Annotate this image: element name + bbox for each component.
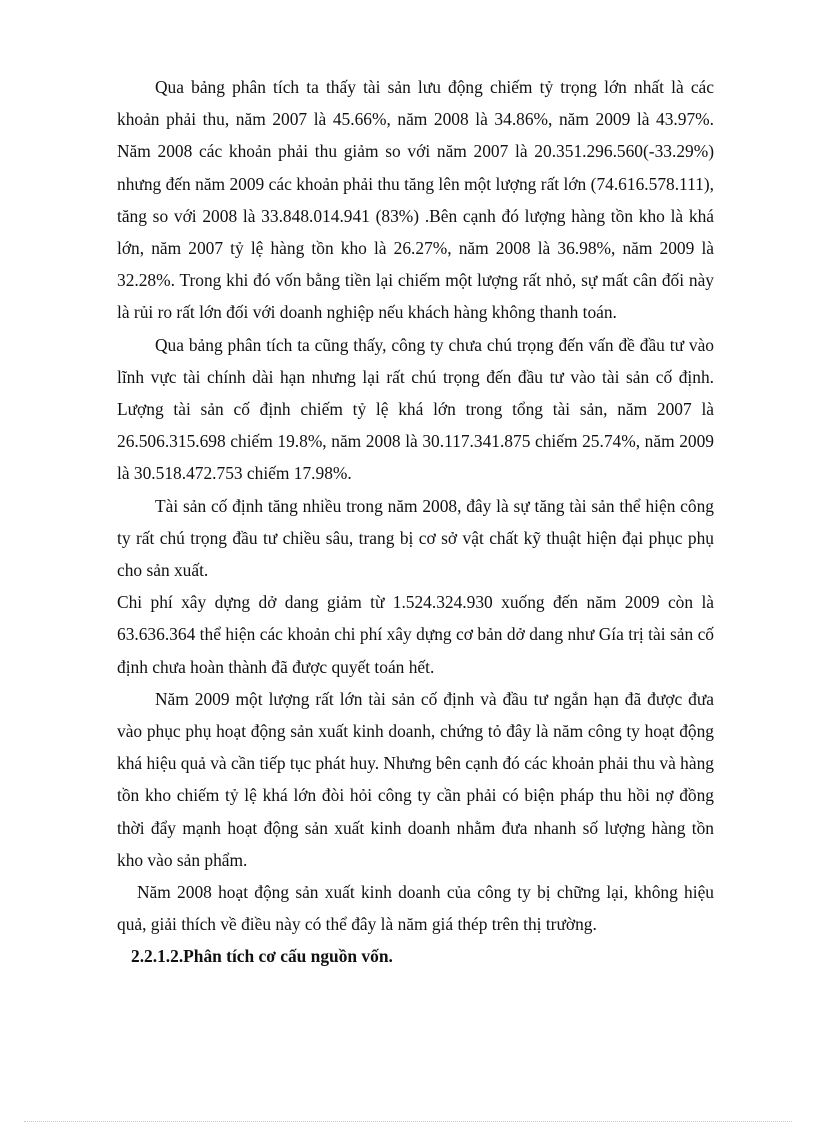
document-body — [117, 71, 714, 972]
page-bottom-divider — [24, 1121, 792, 1122]
paragraph-long-term-investment: Qua bảng phân tích ta cũng thấy, công ty chưa chú trọng đến vấn đề đầu tư vào lĩnh vực tài chính dài hạn nhưng lại rất chú trọng đến đầu tư vào tài sản cố định. Lượng tài sản cố định chiếm tỷ lệ khá lớn trong tổng tài sản, năm 2007 là 26.506.315.698 chiếm 19.8%, năm 2008 là 30.117.341.875 chiếm 25.74%, năm 2009 là 30.518.472.753 chiếm 17.98%. — [117, 334, 714, 484]
paragraph-fixed-assets-increase: Tài sản cố định tăng nhiều trong năm 2008, đây là sự tăng tài sản thể hiện công ty rất chú trọng đầu tư chiều sâu, trang bị cơ sở vật chất kỹ thuật hiện đại phục phụ cho sản xuất. — [117, 495, 714, 581]
section-heading: 2.2.1.2.Phân tích cơ cấu nguồn vốn. — [131, 946, 393, 967]
paragraph-current-assets: Qua bảng phân tích ta thấy tài sản lưu động chiếm tỷ trọng lớn nhất là các khoản phải thu, năm 2007 là 45.66%, năm 2008 là 34.86%, năm 2009 là 43.97%. Năm 2008 các khoản phải thu giảm so với năm 2007 là 20.351.296.560(-33.29%) nhưng đến năm 2009 các khoản phải thu tăng lên một lượng rất lớn (74.616.578.111), tăng so với 2008 là 33.848.014.941 (83%) .Bên cạnh đó lượng hàng tồn kho là khá lớn, năm 2007 tỷ lệ hàng tồn kho là 26.27%, năm 2008 là 36.98%, năm 2009 là 32.28%. Trong khi đó vốn bằng tiền lại chiếm một lượng rất nhỏ, sự mất cân đối này là rủi ro rất lớn đối với doanh nghiệp nếu khách hàng không thanh toán. — [117, 77, 714, 323]
paragraph-2009-efficiency: Năm 2009 một lượng rất lớn tài sản cố định và đầu tư ngắn hạn đã được đưa vào phục phụ hoạt động sản xuất kinh doanh, chứng tỏ đây là năm công ty hoạt động khá hiệu quả và cần tiếp tục phát huy. Nhưng bên cạnh đó các khoản phải thu và hàng tồn kho chiếm tỷ lệ khá lớn đòi hỏi công ty cần phải có biện pháp thu hồi nợ đồng thời đẩy mạnh hoạt động sản xuất kinh doanh nhằm đưa nhanh số lượng hàng tồn kho vào sản phẩm. — [117, 688, 714, 870]
paragraph-construction-costs: Chi phí xây dựng dở dang giảm từ 1.524.324.930 xuống đến năm 2009 còn là 63.636.364 thể hiện các khoản chi phí xây dựng cơ bản dở dang như Gía trị tài sản cố định chưa hoàn thành đã được quyết toán hết. — [117, 592, 714, 677]
paragraph-2008-slowdown: Năm 2008 hoạt động sản xuất kinh doanh của công ty bị chững lại, không hiệu quả, giải thích về điều này có thể đây là năm giá thép trên thị trường. — [117, 882, 714, 935]
